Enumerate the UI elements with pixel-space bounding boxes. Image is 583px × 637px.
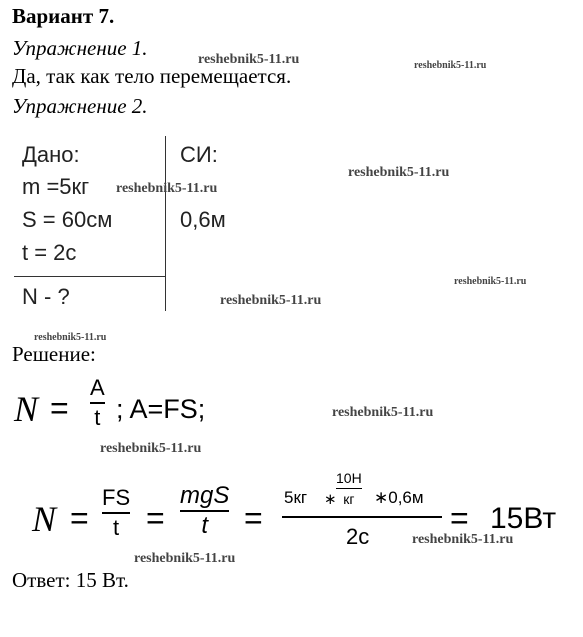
watermark: reshebnik5-11.ru bbox=[454, 276, 527, 287]
fraction-numeric-numerator-mass: 5кг bbox=[284, 488, 308, 507]
formula-2-result: 15Вт bbox=[490, 502, 557, 535]
formula-1-fraction bbox=[90, 376, 105, 430]
formula-2-equals-4: = bbox=[450, 500, 469, 536]
watermark: reshebnik5-11.ru bbox=[34, 332, 107, 343]
g-value-numerator: 10Н bbox=[336, 470, 362, 486]
watermark: reshebnik5-11.ru bbox=[348, 165, 450, 180]
watermark: reshebnik5-11.ru bbox=[220, 293, 322, 308]
watermark: reshebnik5-11.ru bbox=[414, 60, 487, 71]
g-value-denominator: кг bbox=[343, 491, 355, 507]
watermark: reshebnik5-11.ru bbox=[198, 52, 300, 67]
fraction-numeric-denominator: 2с bbox=[346, 524, 370, 549]
formula-2-fraction-mgs bbox=[180, 484, 229, 538]
si-heading: СИ: bbox=[180, 142, 218, 167]
given-distance: S = 60см bbox=[22, 207, 113, 232]
formula-2-equals-2: = bbox=[146, 500, 165, 536]
fraction-mgs-denominator: t bbox=[201, 512, 209, 539]
watermark: reshebnik5-11.ru bbox=[332, 405, 434, 420]
formula-1-numerator: A bbox=[90, 375, 105, 400]
formula-2-equals-1: = bbox=[70, 500, 89, 536]
fraction-bar bbox=[282, 516, 442, 518]
find-quantity: N - ? bbox=[22, 284, 70, 309]
exercise-1-label: Упражнение 1. bbox=[12, 36, 148, 60]
given-mass: m =5кг bbox=[22, 174, 90, 199]
multiply-sign: ∗ bbox=[324, 491, 337, 508]
watermark: reshebnik5-11.ru bbox=[134, 551, 236, 566]
formula-2-lhs: N bbox=[32, 499, 57, 539]
watermark: reshebnik5-11.ru bbox=[116, 181, 218, 196]
formula-2-equals-3: = bbox=[244, 500, 263, 536]
formula-1-lhs: N bbox=[14, 389, 39, 429]
fraction-mgs-numerator: mgS bbox=[180, 482, 230, 509]
fraction-fs-denominator: t bbox=[113, 515, 120, 540]
table-horizontal-divider bbox=[14, 276, 165, 277]
table-vertical-divider bbox=[165, 136, 166, 311]
exercise-1-answer: Да, так как тело перемещается. bbox=[12, 64, 292, 88]
formula-1-equals: = bbox=[50, 390, 69, 426]
formula-2-fraction-fs bbox=[102, 486, 130, 540]
exercise-2-label: Упражнение 2. bbox=[12, 94, 148, 118]
fraction-g-value bbox=[336, 470, 362, 507]
final-answer: Ответ: 15 Вт. bbox=[12, 568, 129, 592]
given-time: t = 2с bbox=[22, 240, 77, 265]
si-distance: 0,6м bbox=[180, 207, 226, 232]
formula-1-work: ; A=FS; bbox=[116, 394, 206, 424]
fraction-numeric-numerator-distance: ∗0,6м bbox=[374, 488, 424, 507]
fraction-bar bbox=[90, 402, 105, 404]
formula-1-denominator: t bbox=[94, 405, 101, 430]
page-title: Вариант 7. bbox=[12, 4, 115, 28]
watermark: reshebnik5-11.ru bbox=[412, 532, 514, 547]
fraction-bar bbox=[336, 488, 362, 489]
solution-label: Решение: bbox=[12, 342, 96, 366]
fraction-fs-numerator: FS bbox=[102, 485, 131, 510]
fraction-bar bbox=[102, 512, 130, 514]
watermark: reshebnik5-11.ru bbox=[100, 441, 202, 456]
given-heading: Дано: bbox=[22, 142, 80, 167]
